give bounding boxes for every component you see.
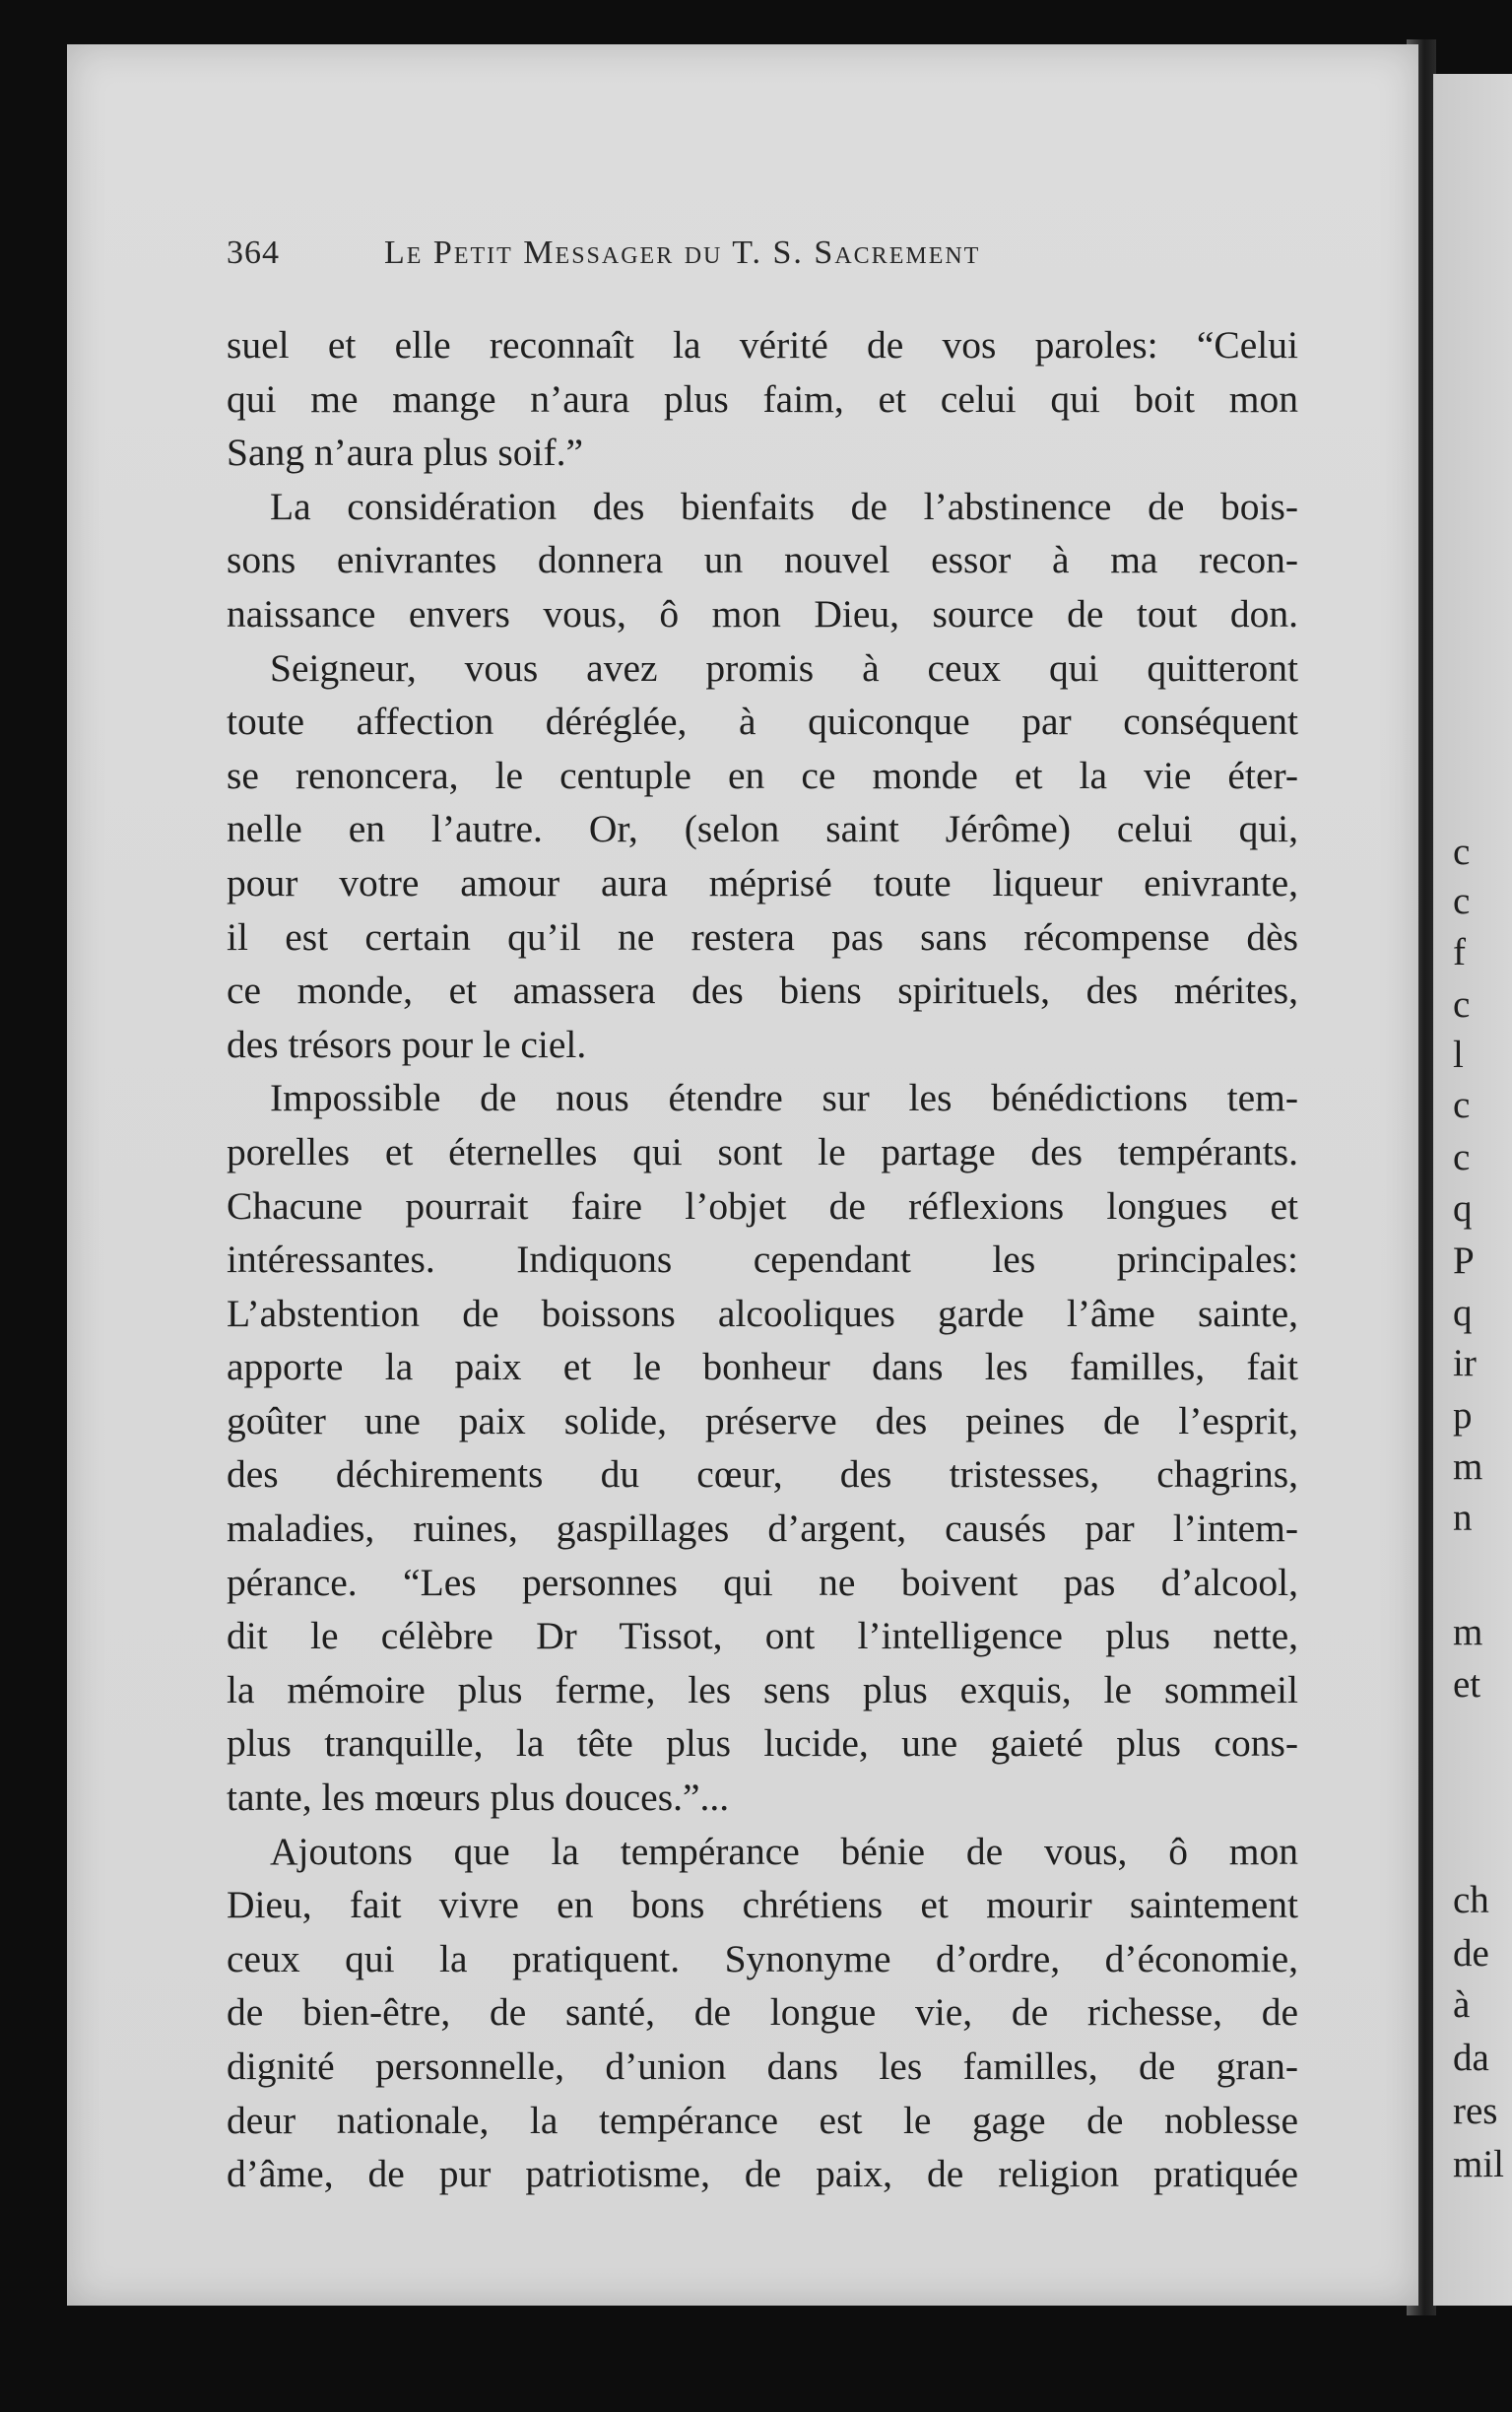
text-line: deur nationale, la tempérance est le gage de noblesse [227, 2098, 1298, 2142]
text-line: pérance. “Les personnes qui ne boivent pas d’alcool, [227, 1560, 1298, 1604]
text-line: Sang n’aura plus soif.” [227, 431, 583, 475]
text-line: Ajoutons que la tempérance bénie de vous, ô mon [270, 1829, 1298, 1873]
next-page-fragment: de [1453, 1932, 1489, 1975]
text-line: naissance envers vous, ô mon Dieu, source de tout don. [227, 591, 1298, 636]
next-page-fragment: n [1453, 1497, 1473, 1539]
text-line: nelle en l’autre. Or, (selon saint Jérôme) celui qui, [227, 807, 1298, 851]
text-line: il est certain qu’il ne restera pas sans récompense dès [227, 914, 1298, 959]
text-line: maladies, ruines, gaspillages d’argent, causés par l’intem- [227, 1507, 1298, 1551]
text-line: Chacune pourrait faire l’objet de réflexions longues et [227, 1183, 1298, 1228]
next-page-fragment: m [1453, 1445, 1483, 1488]
next-page-fragment: et [1453, 1663, 1481, 1706]
text-line: plus tranquille, la tête plus lucide, une gaieté plus cons- [227, 1721, 1298, 1766]
text-line: L’abstention de boissons alcooliques garde l’âme sainte, [227, 1291, 1298, 1335]
next-page-fragment: p [1453, 1394, 1473, 1437]
text-line: Dieu, fait vivre en bons chrétiens et mourir saintement [227, 1883, 1298, 1927]
running-head [227, 234, 1212, 272]
next-page-fragment: f [1453, 931, 1466, 973]
next-page-fragment: c [1453, 983, 1471, 1026]
text-line: de bien-être, de santé, de longue vie, de richesse, de [227, 1990, 1298, 2035]
text-line: qui me mange n’aura plus faim, et celui qui boit mon [227, 376, 1298, 421]
next-page-fragment: c [1453, 880, 1471, 922]
next-page-fragment: l [1453, 1034, 1464, 1076]
text-line: d’âme, de pur patriotisme, de paix, de religion pratiquée [227, 2152, 1298, 2196]
text-line: suel et elle reconnaît la vérité de vos paroles: “Celui [227, 323, 1298, 367]
text-line: pour votre amour aura méprisé toute liqueur enivrante, [227, 860, 1298, 904]
running-title: Le Petit Messager du T. S. Sacrement [384, 234, 981, 271]
text-line: des trésors pour le ciel. [227, 1022, 587, 1066]
text-line: des déchirements du cœur, des tristesses, chagrins, [227, 1452, 1298, 1497]
text-line: intéressantes. Indiquons cependant les principales: [227, 1238, 1298, 1282]
text-line: ce monde, et amassera des biens spirituels, des mérites, [227, 969, 1298, 1013]
text-line: ceux qui la pratiquent. Synonyme d’ordre, d’économie, [227, 1936, 1298, 1980]
text-line: se renoncera, le centuple en ce monde et la vie éter- [227, 753, 1298, 797]
next-page-fragment: res [1453, 2090, 1498, 2132]
text-line: tante, les mœurs plus douces.”... [227, 1776, 730, 1820]
next-page-fragment: q [1453, 1187, 1473, 1230]
next-page-fragment: q [1453, 1292, 1473, 1334]
text-line: la mémoire plus ferme, les sens plus exquis, le sommeil [227, 1667, 1298, 1711]
next-page-fragment: c [1453, 1084, 1471, 1126]
text-line: porelles et éternelles qui sont le partage des tempérants. [227, 1129, 1298, 1173]
text-line: La considération des bienfaits de l’abstinence de bois- [270, 484, 1298, 528]
body-text [227, 318, 1298, 2201]
next-page-fragment: mil [1453, 2143, 1505, 2185]
text-line: dignité personnelle, d’union dans les familles, de gran- [227, 2044, 1298, 2088]
next-page-fragment: da [1453, 2037, 1489, 2079]
text-line: goûter une paix solide, préserve des peines de l’esprit, [227, 1398, 1298, 1442]
next-page-fragment: ch [1453, 1879, 1489, 1921]
text-line: apporte la paix et le bonheur dans les familles, fait [227, 1345, 1298, 1389]
text-line: Impossible de nous étendre sur les bénédictions tem- [270, 1076, 1298, 1120]
next-page-fragment: ir [1453, 1342, 1477, 1384]
next-page-fragment: c [1453, 831, 1471, 873]
next-page-fragment: m [1453, 1611, 1483, 1653]
text-line: toute affection déréglée, à quiconque par conséquent [227, 700, 1298, 744]
next-page-fragment: à [1453, 1983, 1471, 2026]
text-line: sons enivrantes donnera un nouvel essor à ma recon- [227, 538, 1298, 582]
text-line: dit le célèbre Dr Tissot, ont l’intelligence plus nette, [227, 1614, 1298, 1658]
text-line: Seigneur, vous avez promis à ceux qui quitteront [270, 645, 1298, 690]
page-number: 364 [227, 234, 280, 271]
next-page-fragment: P [1453, 1240, 1475, 1282]
next-page-fragment: c [1453, 1136, 1471, 1178]
